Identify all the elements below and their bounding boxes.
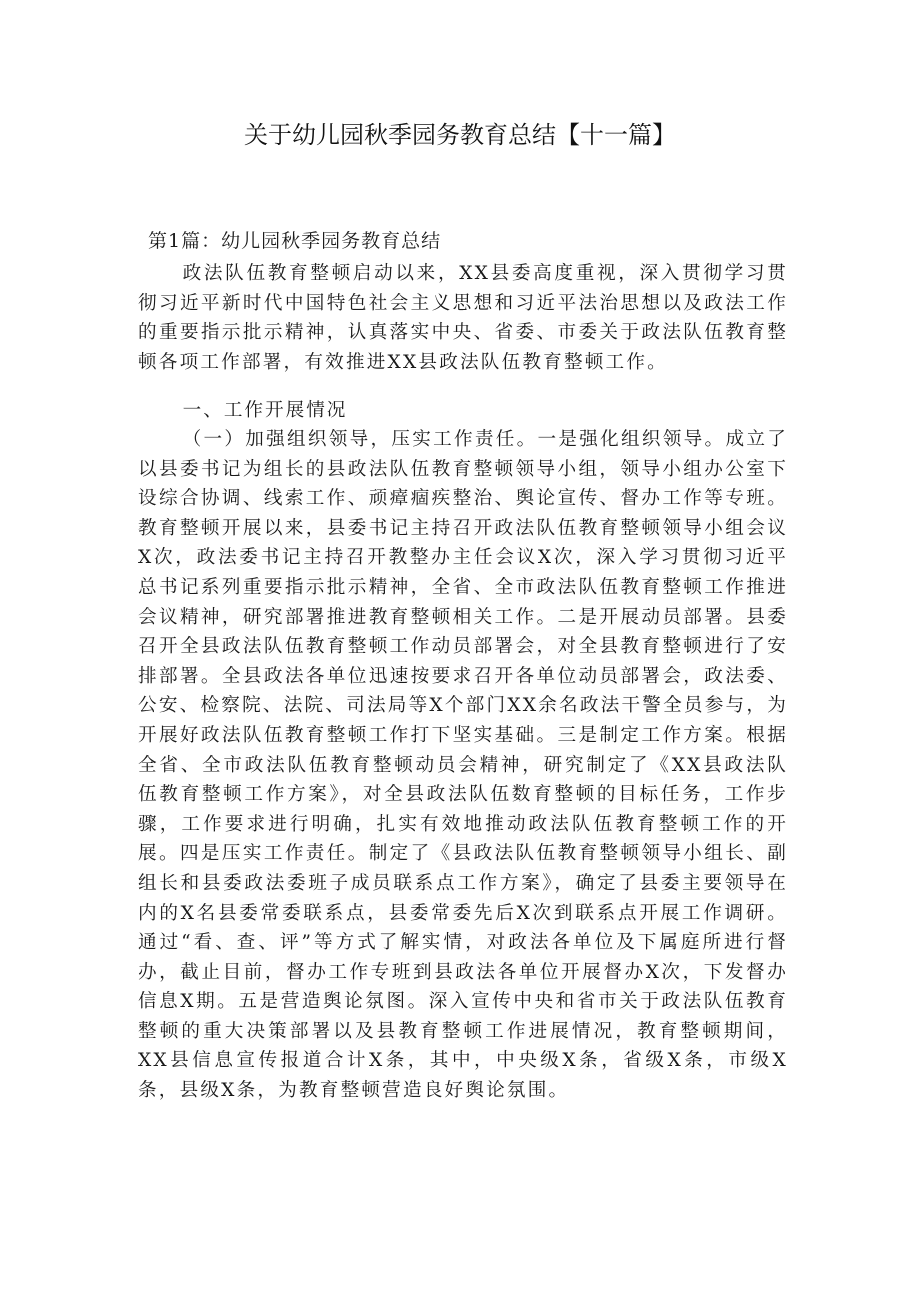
paragraph-body: （一）加强组织领导，压实工作责任。一是强化组织领导。成立了以县委书记为组长的县政法队伍教育整顿领导小组，领导小组办公室下设综合协调、线索工作、顽瘴痼疾整治、舆论宣传、督办工作等专班。教育整顿开展以来，县委书记主持召开政法队伍教育整顿领导小组会议X次，政法委书记主持召开教整办主任会议X次，深入学习贯彻习近平总书记系列重要指示批示精神，全省、全市政法队伍教育整顿工作推进会议精神，研究部署推进教育整顿相关工作。二是开展动员部署。县委召开全县政法队伍教育整顿工作动员部署会，对全县教育整顿进行了安排部署。全县政法各单位迅速按要求召开各单位动员部署会，政法委、公安、检察院、法院、司法局等X个部门XX余名政法干警全员参与，为开展好政法队伍教育整顿工作打下坚实基础。三是制定工作方案。根据全省、全市政法队伍教育整顿动员会精神，研究制定了《XX县政法队伍教育整顿工作方案》，对全县政法队伍数育整顿的目标任务，工作步骤，工作要求进行明确，扎实有效地推动政法队伍教育整顿工作的开展。四是压实工作责任。制定了《县政法队伍教育整顿领导小组长、副组长和县委政法委班子成员联系点工作方案》，确定了县委主要领导在内的X名县委常委联系点，县委常委先后X次到联系点开展工作调研。通过“看、查、评”等方式了解实情，对政法各单位及下属庭所进行督办，截止目前，督办工作专班到县政法各单位开展督办X次，下发督办信息X期。五是营造舆论氛图。深入宣传中央和省市关于政法队伍教育整顿的重大决策部署以及县教育整顿工作进展情况，教育整顿期间，XX县信息宣传报道合计X条，其中，中央级X条，省级X条，市级X条，县级X条，为教育整顿营造良好舆论氛围。 [138, 429, 788, 1102]
document-title: 关于幼儿园秋季园务教育总结【十一篇】 [244, 121, 676, 149]
paragraph-intro: 政法队伍教育整顿启动以来，XX县委高度重视，深入贯彻学习贯彻习近平新时代中国特色社会主义思想和习近平法治思想以及政法工作的重要指示批示精神，认真落实中央、省委、市委关于政法队伍教育整顿各项工作部署，有效推进XX县政法队伍教育整顿工作。 [138, 263, 788, 373]
paragraph-subheading: 一、工作开展情况 [182, 400, 348, 421]
section-heading: 第1篇：幼儿园秋季园务教育总结 [148, 230, 442, 252]
